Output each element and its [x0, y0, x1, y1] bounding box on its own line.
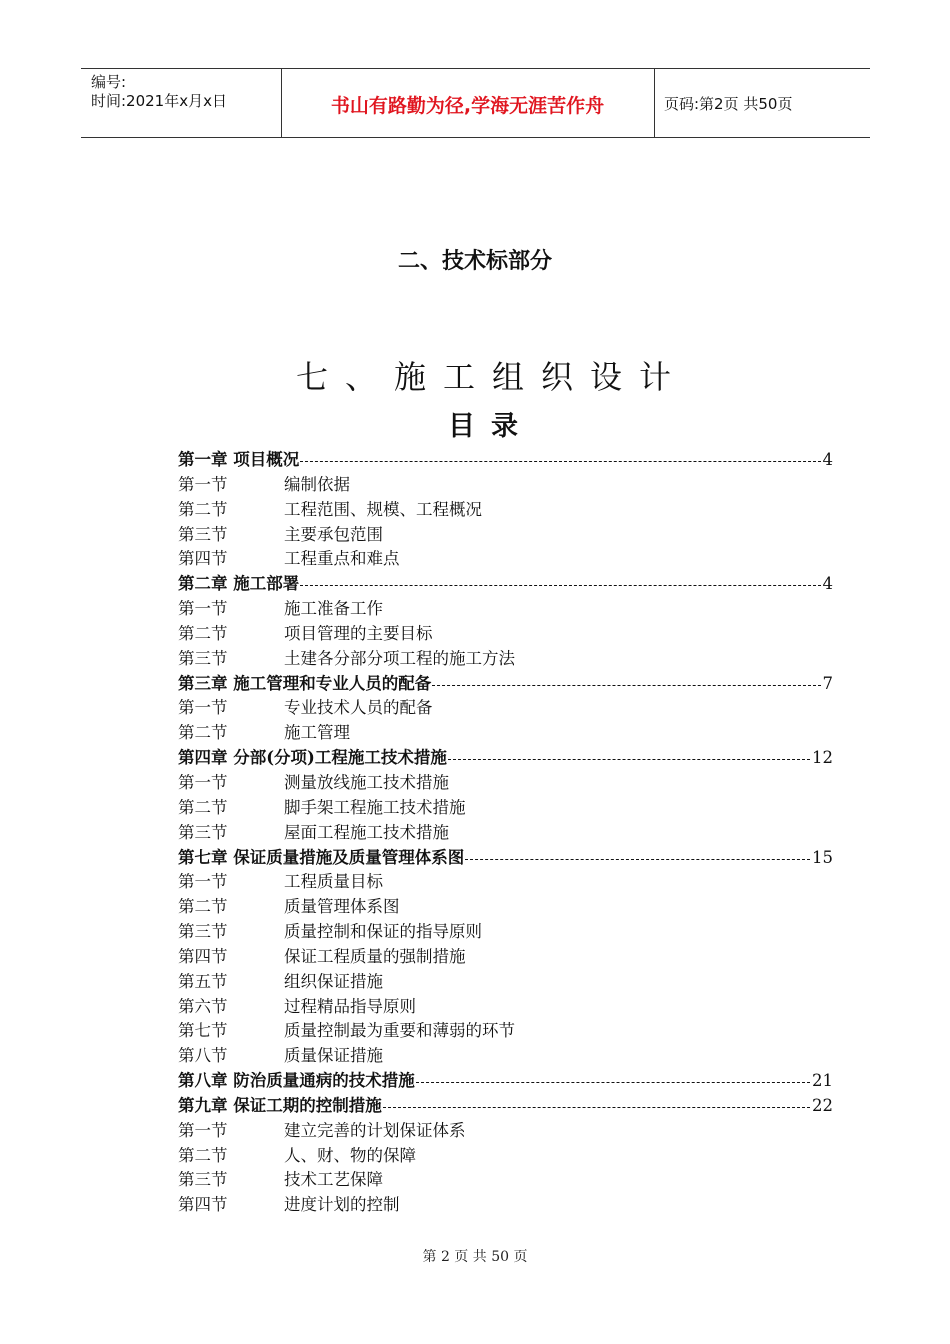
main-title: 七、施工组织设计 — [295, 358, 688, 396]
page-footer: 第 2 页 共 50 页 — [422, 1249, 528, 1265]
toc-section-title: 建立完善的计划保证体系 — [284, 1120, 466, 1140]
toc-section-number: 第四节 — [178, 946, 228, 966]
toc-section-row — [178, 547, 838, 572]
toc-section-title: 质量控制最为重要和薄弱的环节 — [284, 1021, 515, 1041]
toc-section-row — [178, 895, 838, 920]
toc-leader-dashes — [448, 759, 810, 760]
toc-page-number: 21 — [812, 1071, 833, 1091]
toc-section-number: 第一节 — [178, 474, 228, 494]
toc-chapter-row — [178, 846, 838, 871]
toc-section-number: 第四节 — [178, 549, 228, 569]
toc-section-row — [178, 870, 838, 895]
toc-section-row — [178, 498, 838, 523]
toc-section-row — [178, 1193, 838, 1218]
toc-section-row — [178, 796, 838, 821]
toc-section-number: 第二节 — [178, 723, 228, 743]
toc-chapter-label: 第三章 施工管理和专业人员的配备 — [178, 673, 432, 693]
toc-section-number: 第一节 — [178, 698, 228, 718]
toc-section-title: 屋面工程施工技术措施 — [284, 822, 449, 842]
toc-section-title: 进度计划的控制 — [284, 1195, 400, 1215]
section-title: 二、技术标部分 — [397, 249, 552, 274]
toc-section-number: 第一节 — [178, 599, 228, 619]
toc-section-row — [178, 473, 838, 498]
toc-section-number: 第一节 — [178, 772, 228, 792]
toc-page-number: 4 — [822, 450, 833, 469]
toc-chapter-row — [178, 1069, 838, 1094]
toc-section-title: 专业技术人员的配备 — [284, 698, 433, 718]
toc-chapter-row — [178, 1094, 838, 1119]
toc-leader-dashes — [432, 685, 820, 686]
toc-section-number: 第四节 — [178, 1195, 228, 1215]
toc-section-title: 过程精品指导原则 — [284, 996, 416, 1016]
toc-section-title: 施工管理 — [284, 723, 350, 743]
toc-section-title: 编制依据 — [284, 474, 350, 494]
toc-section-title: 质量保证措施 — [284, 1046, 383, 1066]
toc-leader-dashes — [416, 1082, 810, 1083]
toc-section-row — [178, 1044, 838, 1069]
toc-section-title: 项目管理的主要目标 — [284, 623, 433, 643]
toc-section-title: 保证工程质量的强制措施 — [284, 946, 466, 966]
toc-section-row — [178, 945, 838, 970]
toc-section-title: 测量放线施工技术措施 — [284, 772, 449, 792]
toc-section-row — [178, 1119, 838, 1144]
toc-section-number: 第三节 — [178, 648, 228, 668]
toc-section-number: 第三节 — [178, 822, 228, 842]
toc-section-number: 第八节 — [178, 1046, 228, 1066]
toc-section-title: 工程重点和难点 — [284, 549, 400, 569]
toc-section-number: 第一节 — [178, 1120, 228, 1140]
toc-section-number: 第二节 — [178, 897, 228, 917]
toc-section-row — [178, 523, 838, 548]
toc-section-row — [178, 622, 838, 647]
toc-chapter-label: 第八章 防治质量通病的技术措施 — [178, 1071, 415, 1091]
toc-page-number: 12 — [812, 748, 833, 768]
toc-section-row — [178, 721, 838, 746]
toc-section-row — [178, 1144, 838, 1169]
toc-page-number: 15 — [812, 847, 833, 867]
toc-section-row — [178, 821, 838, 846]
toc-section-row — [178, 647, 838, 672]
toc-leader-dashes — [465, 859, 810, 860]
toc-section-row — [178, 970, 838, 995]
toc-section-number: 第三节 — [178, 1170, 228, 1190]
toc-section-number: 第二节 — [178, 623, 228, 643]
header-table — [81, 68, 870, 138]
header-divider — [654, 69, 655, 137]
toc-section-title: 施工准备工作 — [284, 599, 383, 619]
toc-leader-dashes — [383, 1107, 810, 1108]
header-motto: 书山有路勤为径,学海无涯苦作舟 — [330, 95, 605, 117]
toc-section-row — [178, 1168, 838, 1193]
toc-chapter-label: 第四章 分部(分项)工程施工技术措施 — [178, 748, 447, 768]
toc-section-row — [178, 771, 838, 796]
header-page-info: 页码:第2页 共50页 — [664, 95, 793, 113]
toc-leader-dashes — [300, 585, 820, 586]
toc-section-title: 质量控制和保证的指导原则 — [284, 922, 482, 942]
toc-section-title: 人、财、物的保障 — [284, 1145, 416, 1165]
toc-chapter-label: 第一章 项目概况 — [178, 450, 300, 469]
toc-section-number: 第二节 — [178, 797, 228, 817]
table-of-contents — [178, 448, 838, 1218]
toc-section-number: 第六节 — [178, 996, 228, 1016]
toc-section-title: 工程质量目标 — [284, 872, 383, 892]
toc-section-number: 第三节 — [178, 922, 228, 942]
toc-chapter-row — [178, 572, 838, 597]
toc-section-number: 第七节 — [178, 1021, 228, 1041]
toc-chapter-row — [178, 746, 838, 771]
toc-section-row — [178, 1019, 838, 1044]
toc-section-title: 技术工艺保障 — [284, 1170, 383, 1190]
toc-section-number: 第二节 — [178, 499, 228, 519]
toc-section-number: 第二节 — [178, 1145, 228, 1165]
toc-section-number: 第三节 — [178, 524, 228, 544]
toc-section-title: 质量管理体系图 — [284, 897, 400, 917]
toc-section-row — [178, 920, 838, 945]
toc-chapter-label: 第九章 保证工期的控制措施 — [178, 1095, 382, 1115]
toc-section-row — [178, 597, 838, 622]
toc-section-title: 组织保证措施 — [284, 971, 383, 991]
toc-section-title: 脚手架工程施工技术措施 — [284, 797, 466, 817]
toc-section-title: 土建各分部分项工程的施工方法 — [284, 648, 515, 668]
toc-section-title: 主要承包范围 — [284, 524, 383, 544]
toc-page-number: 7 — [822, 673, 833, 693]
header-meta — [91, 73, 227, 111]
toc-page-number: 4 — [822, 574, 833, 594]
date-label: 时间:2021年x月x日 — [91, 92, 227, 110]
toc-leader-dashes — [300, 461, 820, 462]
code-label: 编号: — [91, 73, 127, 91]
toc-section-row — [178, 696, 838, 721]
toc-chapter-row — [178, 448, 838, 473]
toc-chapter-label: 第七章 保证质量措施及质量管理体系图 — [178, 847, 465, 867]
toc-title: 目录 — [448, 411, 534, 442]
toc-section-number: 第五节 — [178, 971, 228, 991]
toc-section-row — [178, 995, 838, 1020]
toc-chapter-row — [178, 672, 838, 697]
toc-section-title: 工程范围、规模、工程概况 — [284, 499, 482, 519]
toc-page-number: 22 — [812, 1095, 833, 1115]
toc-section-number: 第一节 — [178, 872, 228, 892]
toc-chapter-label: 第二章 施工部署 — [178, 574, 300, 594]
